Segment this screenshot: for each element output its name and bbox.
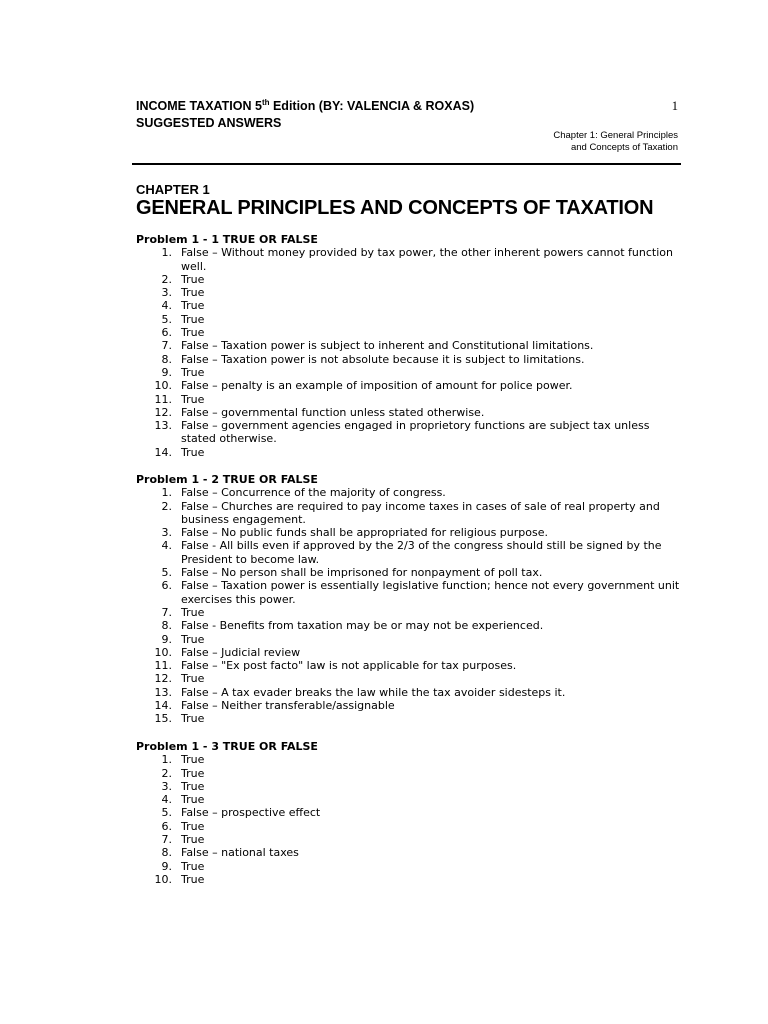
answer-number: 5.: [161, 566, 172, 580]
chapter-reference-line-1: Chapter 1: General Principles: [553, 130, 678, 141]
answer-text: False – No person shall be imprisoned for nonpayment of poll tax.: [181, 566, 543, 580]
answer-text: True: [181, 872, 205, 886]
answer-item: [136, 539, 681, 566]
answer-number: 7.: [161, 605, 172, 619]
answer-text: True: [181, 605, 205, 619]
chapter-reference: [553, 130, 678, 153]
answer-text: False – Judicial review: [181, 645, 301, 659]
answer-item: [136, 780, 681, 793]
answer-number: 14.: [154, 445, 172, 459]
answer-text: False – Without money provided by tax power, the other inherent powers cannot function well.: [181, 246, 673, 273]
answer-number: 6.: [161, 579, 172, 593]
answer-list: [136, 486, 681, 725]
answer-item: [136, 246, 681, 273]
answer-text: False - Benefits from taxation may be or may not be experienced.: [181, 619, 544, 633]
problem-title: Problem 1 - 1 TRUE OR FALSE: [136, 233, 318, 246]
answer-text: True: [181, 753, 205, 767]
answer-text: True: [181, 766, 205, 780]
answer-number: 2.: [161, 499, 172, 513]
problem-title: Problem 1 - 3 TRUE OR FALSE: [136, 740, 318, 753]
answer-number: 1.: [161, 753, 172, 767]
answer-number: 10.: [154, 872, 172, 886]
answer-number: 8.: [161, 352, 172, 366]
answer-item: [136, 633, 681, 646]
answer-item: [136, 579, 681, 606]
answer-text: False – government agencies engaged in proprietory functions are subject tax unless stated otherwise.: [181, 419, 650, 446]
answer-item: [136, 406, 681, 419]
answer-item: [136, 366, 681, 379]
answer-item: [136, 379, 681, 392]
answer-text: False – Neither transferable/assignable: [181, 699, 395, 713]
answer-item: [136, 672, 681, 685]
answer-item: [136, 699, 681, 712]
answer-number: 10.: [154, 645, 172, 659]
answer-text: False – governmental function unless stated otherwise.: [181, 405, 485, 419]
answer-number: 9.: [161, 365, 172, 379]
answer-text: True: [181, 819, 205, 833]
answer-item: [136, 712, 681, 725]
answer-item: [136, 446, 681, 459]
answer-number: 1.: [161, 486, 172, 500]
answer-text: True: [181, 299, 205, 313]
answer-item: [136, 806, 681, 819]
answer-number: 3.: [161, 286, 172, 300]
answer-item: [136, 606, 681, 619]
header-title-superscript: th: [261, 98, 270, 107]
answer-number: 6.: [161, 819, 172, 833]
problem-title: Problem 1 - 2 TRUE OR FALSE: [136, 473, 318, 486]
answer-number: 2.: [161, 272, 172, 286]
header-title-suffix: Edition (BY: VALENCIA & ROXAS): [269, 99, 475, 113]
answer-text: False – No public funds shall be appropriated for religious purpose.: [181, 526, 548, 540]
problem-section: [136, 473, 681, 726]
answer-text: False – Taxation power is subject to inherent and Constitutional limitations.: [181, 339, 594, 353]
answer-item: [136, 846, 681, 859]
answer-text: False – Concurrence of the majority of congress.: [181, 486, 446, 500]
answer-list: [136, 246, 681, 459]
answer-text: True: [181, 632, 205, 646]
answer-item: [136, 326, 681, 339]
answer-item: [136, 353, 681, 366]
document-header-title: [136, 99, 474, 113]
answer-text: True: [181, 445, 205, 459]
answer-item: [136, 313, 681, 326]
page-number: 1: [671, 99, 678, 113]
answer-text: True: [181, 779, 205, 793]
problem-section: [136, 740, 681, 886]
answer-text: False - All bills even if approved by the 2/3 of the congress should still be signed by the President to become law.: [181, 539, 662, 566]
answer-item: [136, 860, 681, 873]
problem-section: [136, 233, 681, 459]
answer-number: 6.: [161, 326, 172, 340]
answer-number: 1.: [161, 246, 172, 260]
answer-text: False – prospective effect: [181, 806, 321, 820]
answer-number: 4.: [161, 299, 172, 313]
answer-number: 11.: [154, 659, 172, 673]
answer-number: 5.: [161, 806, 172, 820]
answer-text: False – "Ex post facto" law is not applicable for tax purposes.: [181, 659, 517, 673]
answer-number: 14.: [154, 699, 172, 713]
answer-number: 2.: [161, 766, 172, 780]
answer-text: True: [181, 833, 205, 847]
answer-number: 5.: [161, 312, 172, 326]
answer-text: False – Taxation power is essentially legislative function; hence not every government unit exercises this power.: [181, 579, 680, 606]
answer-number: 3.: [161, 779, 172, 793]
answer-text: False – Taxation power is not absolute because it is subject to limitations.: [181, 352, 585, 366]
answer-number: 8.: [161, 619, 172, 633]
answer-item: [136, 299, 681, 312]
answer-text: False – Churches are required to pay income taxes in cases of sale of real property and business engagement.: [181, 499, 660, 526]
answer-text: True: [181, 365, 205, 379]
answer-number: 3.: [161, 526, 172, 540]
answer-item: [136, 526, 681, 539]
answer-text: False – A tax evader breaks the law while the tax avoider sidesteps it.: [181, 685, 566, 699]
answer-text: True: [181, 312, 205, 326]
answer-item: [136, 419, 681, 446]
answer-number: 8.: [161, 846, 172, 860]
answer-number: 12.: [154, 672, 172, 686]
answer-number: 9.: [161, 859, 172, 873]
answer-item: [136, 500, 681, 527]
answer-text: False – national taxes: [181, 846, 299, 860]
answer-item: [136, 686, 681, 699]
answer-number: 9.: [161, 632, 172, 646]
answer-item: [136, 646, 681, 659]
answer-item: [136, 753, 681, 766]
chapter-title: GENERAL PRINCIPLES AND CONCEPTS OF TAXATION: [136, 197, 654, 219]
header-title-prefix: INCOME TAXATION 5: [136, 99, 262, 113]
answer-item: [136, 286, 681, 299]
answer-number: 13.: [154, 685, 172, 699]
answer-item: [136, 659, 681, 672]
answer-text: True: [181, 286, 205, 300]
answer-item: [136, 339, 681, 352]
answer-item: [136, 767, 681, 780]
answer-text: True: [181, 392, 205, 406]
chapter-reference-line-2: and Concepts of Taxation: [570, 141, 678, 153]
answer-item: [136, 393, 681, 406]
document-header-subtitle: SUGGESTED ANSWERS: [136, 116, 282, 130]
answer-item: [136, 793, 681, 806]
answer-item: [136, 873, 681, 886]
chapter-label: CHAPTER 1: [136, 182, 210, 197]
answer-text: True: [181, 672, 205, 686]
answer-item: [136, 486, 681, 499]
answer-text: True: [181, 326, 205, 340]
answer-number: 15.: [154, 712, 172, 726]
header-divider: [132, 163, 681, 165]
answer-text: True: [181, 859, 205, 873]
answer-text: True: [181, 272, 205, 286]
answer-number: 4.: [161, 793, 172, 807]
answer-number: 10.: [154, 379, 172, 393]
answer-text: False – penalty is an example of imposition of amount for police power.: [181, 379, 573, 393]
answer-number: 7.: [161, 339, 172, 353]
answer-number: 4.: [161, 539, 172, 553]
answer-number: 11.: [154, 392, 172, 406]
answer-item: [136, 833, 681, 846]
answer-item: [136, 566, 681, 579]
answer-number: 7.: [161, 833, 172, 847]
answer-text: True: [181, 712, 205, 726]
answer-item: [136, 619, 681, 632]
answer-item: [136, 820, 681, 833]
answer-number: 13.: [154, 419, 172, 433]
answer-item: [136, 273, 681, 286]
answer-text: True: [181, 793, 205, 807]
answer-list: [136, 753, 681, 886]
answer-number: 12.: [154, 405, 172, 419]
